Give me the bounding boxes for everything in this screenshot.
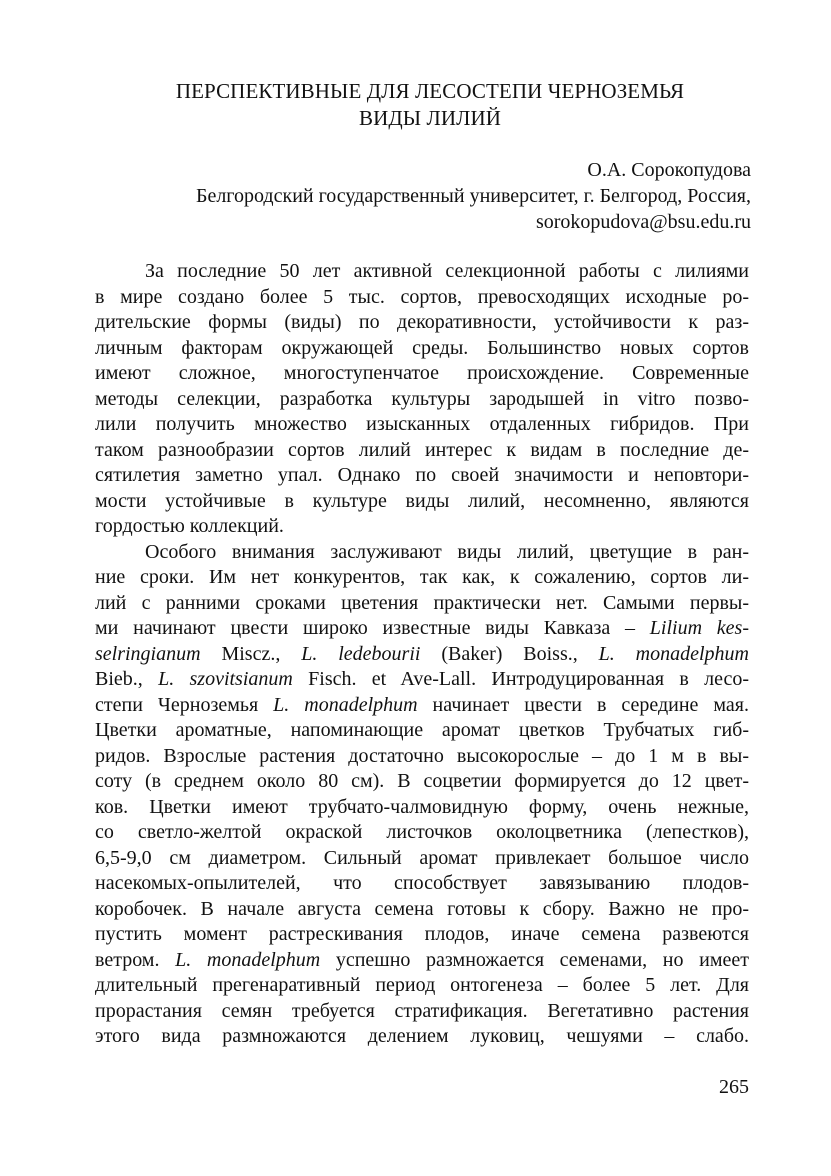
- author-affiliation: Белгородский государственный университет, г. Белгород, Россия,: [195, 185, 751, 207]
- text-line: [95, 948, 749, 974]
- text-line: дительские формы (виды) по декоративности, устойчивости к раз-: [95, 311, 749, 333]
- species-name: L. monadelphum: [273, 693, 418, 716]
- text-line: пустить момент растрескивания плодов, иначе семена развеются: [95, 923, 749, 945]
- article-body: [95, 259, 749, 1050]
- text-run: начинает цвести в середине мая.: [417, 693, 749, 716]
- text-run: ветром.: [95, 948, 176, 971]
- text-line: мости устойчивые в культуре виды лилий, несомненно, являются: [95, 489, 749, 512]
- author-name: О.А. Сорокопудова: [587, 159, 751, 181]
- species-name: L. ledebourii: [301, 642, 421, 665]
- text-line: Особого внимания заслуживают виды лилий, цветущие в ран-: [145, 540, 749, 563]
- species-name: L. monadelphum: [598, 642, 749, 665]
- text-line: прорастания семян требуется стратификация. Вегетативно растения: [95, 999, 749, 1022]
- text-run: успешно размножается семенами, но имеет: [320, 948, 749, 971]
- species-name: selringianum: [95, 642, 201, 665]
- species-name: L. szovitsianum: [158, 668, 293, 690]
- text-line: коробочек. В начале августа семена готовы к сбору. Важно не про-: [95, 897, 749, 920]
- text-line: Цветки ароматные, напоминающие аромат цветков Трубчатых гиб-: [95, 719, 749, 741]
- text-line: таком разнообразии сортов лилий интерес к видам в последние де-: [95, 438, 749, 461]
- text-line: [95, 693, 749, 719]
- text-line: За последние 50 лет активной селекционной работы с лилиями: [145, 260, 749, 282]
- text-line: сятилетия заметно упал. Однако по своей значимости и неповтори-: [95, 464, 749, 486]
- paragraph-1: [95, 259, 749, 540]
- text-line: [95, 667, 749, 693]
- text-line: имеют сложное, многоступенчатое происхождение. Современные: [95, 362, 749, 384]
- paper-title: [110, 78, 750, 132]
- species-name: L. monadelphum: [175, 948, 321, 971]
- text-line: длительный прегенаративный период онтогенеза – более 5 лет. Для: [95, 974, 749, 996]
- title-line-1: ПЕРСПЕКТИВНЫЕ ДЛЯ ЛЕСОСТЕПИ ЧЕРНОЗЕМЬЯ: [175, 79, 685, 103]
- author-block: [71, 157, 751, 235]
- text-line: [95, 642, 749, 668]
- text-line: 6,5-9,0 см диаметром. Сильный аромат привлекает большое число: [95, 846, 749, 869]
- text-line: ние сроки. Им нет конкурентов, так как, к сожалению, сортов ли-: [95, 566, 749, 588]
- text-line: [95, 616, 749, 642]
- text-run: Miscz.,: [200, 642, 302, 665]
- text-line: со светло-желтой окраской листочков околоцветника (лепестков),: [95, 821, 749, 843]
- text-line: личным факторам окружающей среды. Большинство новых сортов: [95, 336, 749, 359]
- text-line: гордостью коллекций.: [95, 515, 284, 537]
- species-name: Lilium kes-: [649, 617, 750, 639]
- paragraph-2: [95, 540, 749, 1050]
- text-line: методы селекции, разработка культуры зародышей in vitro позво-: [95, 387, 749, 410]
- text-line: соту (в среднем около 80 см). В соцветии формируется до 12 цвет-: [95, 770, 749, 792]
- text-run: Bieb.,: [95, 668, 159, 690]
- page-number: 265: [719, 1076, 749, 1098]
- text-run: ми начинают цвести широко известные виды Кавказа –: [95, 617, 650, 639]
- text-run: Fisch. et Ave-Lall. Интродуцированная в лесо-: [292, 668, 749, 690]
- title-line-2: ВИДЫ ЛИЛИЙ: [358, 106, 502, 130]
- text-run: (Baker) Boiss.,: [420, 642, 599, 665]
- text-line: насекомых-опылителей, что способствует завязыванию плодов-: [95, 872, 749, 894]
- text-line: лили получить множество изысканных отдаленных гибридов. При: [95, 413, 749, 435]
- text-run: степи Черноземья: [95, 693, 274, 716]
- text-line: в мире создано более 5 тыс. сортов, превосходящих исходные ро-: [95, 285, 749, 308]
- text-line: ридов. Взрослые растения достаточно высокорослые – до 1 м в вы-: [95, 744, 749, 767]
- text-line: ков. Цветки имеют трубчато-чалмовидную форму, очень нежные,: [95, 795, 749, 818]
- author-email: sorokopudova@bsu.edu.ru: [535, 211, 751, 233]
- text-line: лий с ранними сроками цветения практически нет. Самыми первы-: [95, 591, 749, 614]
- text-line: этого вида размножаются делением луковиц, чешуями – слабо.: [95, 1025, 749, 1047]
